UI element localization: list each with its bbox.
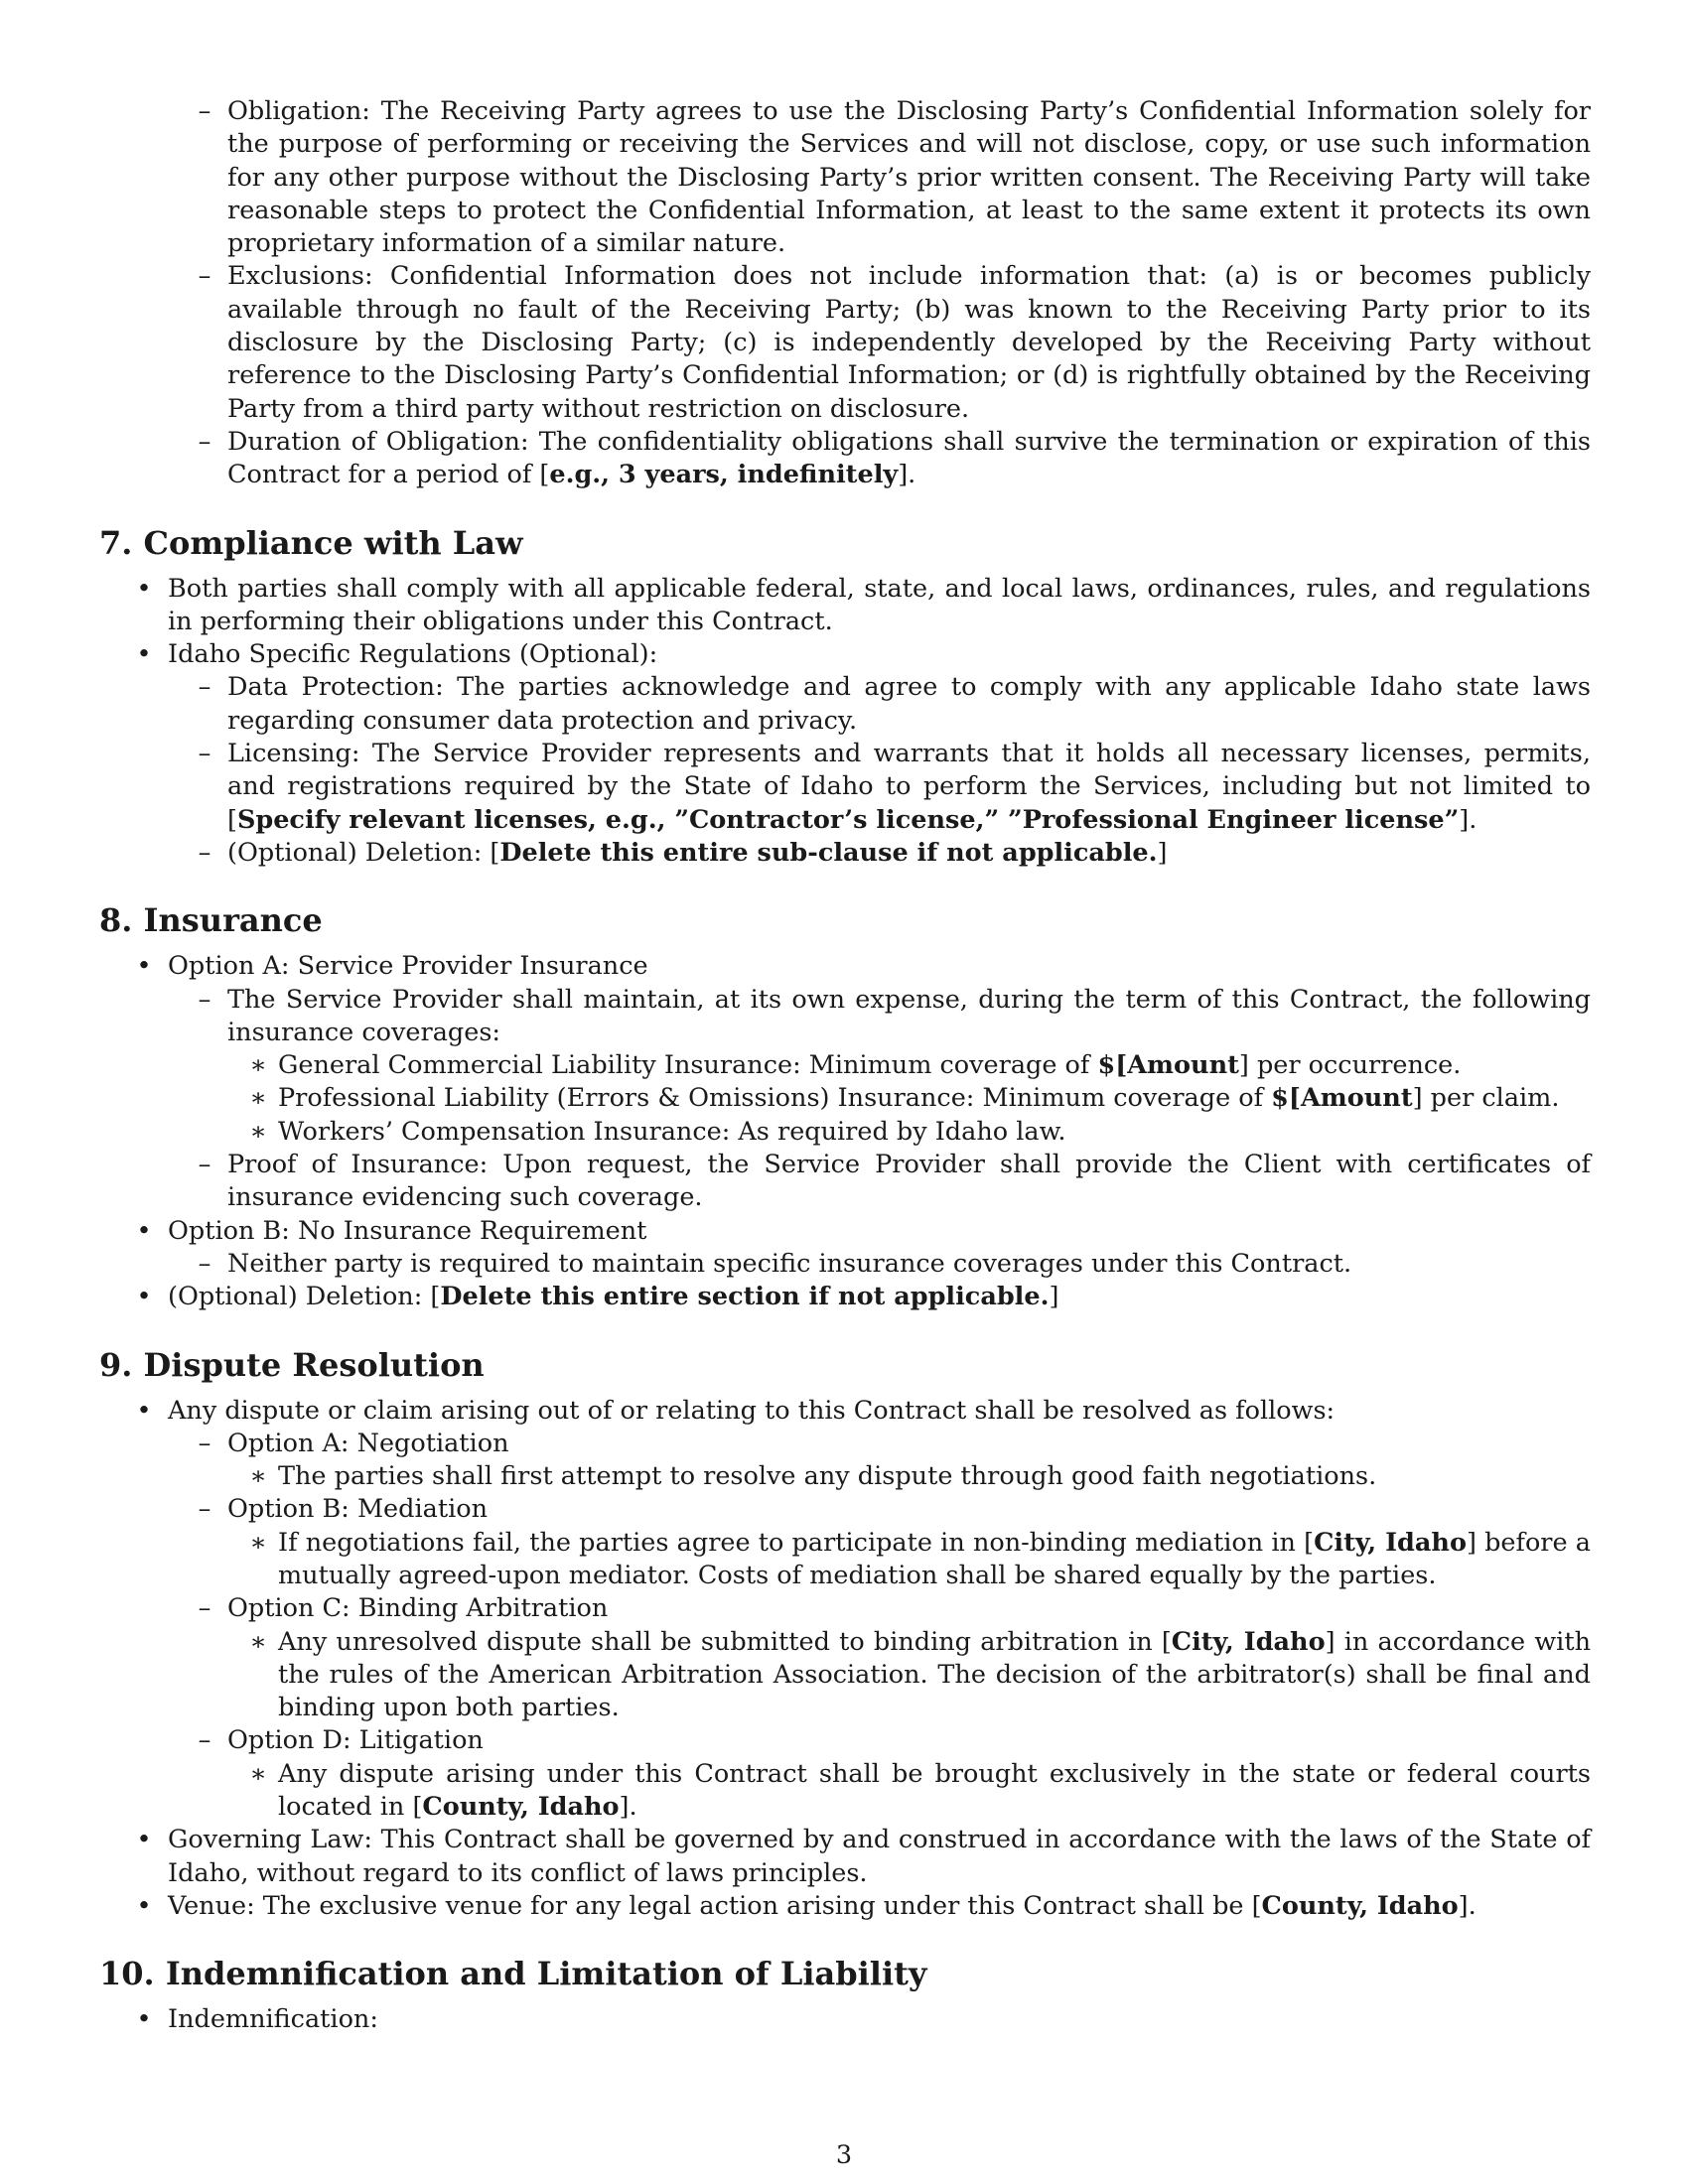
list-item-proof [99,1149,1591,1215]
list-item-gcl [99,1049,1591,1082]
list-item-litigation [99,1724,1591,1757]
neither-text: Neither party is required to maintain specific insurance coverages under this Contract. [227,1248,1352,1279]
duration-placeholder: e.g., 3 years, indefinitely [549,460,899,490]
dash-marker: – [198,1428,211,1458]
litigation-close: ]. [619,1792,637,1823]
list-item-pli [99,1082,1591,1115]
section-title: Dispute Resolution [143,1345,485,1384]
star-marker: ∗ [249,1527,267,1558]
section-number: 10. [99,1955,155,1993]
list-item-exclusions [99,260,1591,425]
arbitration-label: Option C: Binding Arbitration [227,1593,609,1624]
proof-text: Proof of Insurance: Upon request, the Service Provider shall provide the Client with certificates of insurance evidencing such coverage. [227,1150,1591,1213]
licensing-text: Licensing: The Service Provider represents and warrants that it holds all necessary licenses, permits, and registrations required by the State of Idaho to perform the Services, including but not limited to [ [227,739,1591,835]
list-item-licensing [99,738,1591,837]
dispute-intro-text: Any dispute or claim arising out of or relating to this Contract shall be resolved as follows: [168,1395,1336,1426]
section-title: Compliance with Law [143,523,523,562]
dash-marker: – [198,261,211,292]
star-marker: ∗ [249,1050,267,1081]
list-item-dispute-intro [99,1395,1591,1428]
wc-text: Workers’ Compensation Insurance: As required by Idaho law. [278,1116,1066,1147]
list-item-option-a [99,950,1591,983]
star-marker: ∗ [249,1083,267,1114]
negotiation-text: The parties shall first attempt to resolve any dispute through good faith negotiations. [278,1461,1377,1492]
list-item-mediation-text [99,1527,1591,1593]
comply-text: Both parties shall comply with all applicable federal, state, and local laws, ordinances, rules, and regulations in performing their obligations under this Contract. [168,573,1591,636]
list-item-option-b [99,1215,1591,1248]
dash-marker: – [198,426,211,457]
indemnification-text: Indemnification: [168,2004,378,2035]
list-item-arbitration-text [99,1626,1591,1725]
document-page [99,95,1591,2037]
dash-marker: – [198,1494,211,1525]
maintain-text: The Service Provider shall maintain, at its own expense, during the term of this Contract, the following insurance coverages: [227,984,1591,1047]
idaho-text: Idaho Specific Regulations (Optional): [168,639,658,670]
dash-marker: – [198,672,211,703]
section-heading-7 [99,523,1591,563]
exclusions-text: Exclusions: Confidential Information does not include information that: (a) is or becomes publicly available through no fault of the Receiving Party; (b) was known to the Receiving Party prior to its disclosure by the Disclosing Party; (c) is independently developed by the Receiving Party without reference to the Disclosing Party’s Confidential Information; or (d) is rightfully obtained by the Receiving Party from a third party without restriction on disclosure. [227,261,1591,424]
list-item-idaho [99,638,1591,671]
arbitration-text: Any unresolved dispute shall be submitted to binding arbitration in [ [278,1626,1172,1657]
data-protection-text: Data Protection: The parties acknowledge and agree to comply with any applicable Idaho state laws regarding consumer data protection and privacy. [227,672,1591,736]
venue-placeholder: County, Idaho [1261,1890,1459,1921]
option-a-text: Option A: Service Provider Insurance [168,951,648,982]
section-heading-9 [99,1345,1591,1385]
pli-placeholder: $[Amount [1271,1083,1413,1114]
section-number: 7. [99,523,133,562]
bullet-marker: • [136,573,152,604]
list-item-negotiation-text [99,1460,1591,1493]
bullet-marker: • [136,639,152,670]
section-number: 9. [99,1345,133,1384]
bullet-marker: • [136,1215,152,1246]
list-item-deletion-8 [99,1281,1591,1313]
list-item-venue [99,1890,1591,1923]
licensing-close: ]. [1459,804,1477,835]
dash-marker: – [198,739,211,769]
list-item-data-protection [99,671,1591,738]
venue-close: ]. [1458,1890,1477,1921]
deletion-close: ] [1157,837,1168,868]
list-item-indemnification [99,2003,1591,2036]
dash-marker: – [198,1593,211,1624]
list-item-governing-law [99,1824,1591,1890]
star-marker: ∗ [249,1758,267,1789]
mediation-close: ] before a mutually agreed-upon mediator. Costs of mediation shall be shared equally by the parties. [278,1527,1591,1590]
section-title: Indemnification and Limitation of Liability [165,1955,927,1993]
mediation-label: Option B: Mediation [227,1494,489,1525]
gcl-close: ] per occurrence. [1238,1050,1462,1081]
deletion-placeholder: Delete this entire section if not applicable. [440,1282,1050,1312]
bullet-marker: • [136,951,152,982]
option-b-text: Option B: No Insurance Requirement [168,1215,647,1246]
venue-text: Venue: The exclusive venue for any legal action arising under this Contract shall be [ [168,1890,1262,1921]
list-item-wc [99,1116,1591,1149]
dash-marker: – [198,1248,211,1279]
list-item-arbitration [99,1592,1591,1625]
gcl-text: General Commercial Liability Insurance: Minimum coverage of [278,1050,1098,1081]
list-item-duration [99,426,1591,492]
dash-marker: – [198,96,211,126]
dash-marker: – [198,984,211,1015]
star-marker: ∗ [249,1626,267,1657]
mediation-text: If negotiations fail, the parties agree to participate in non-binding mediation in [ [278,1527,1315,1558]
list-item-neither [99,1248,1591,1281]
litigation-label: Option D: Litigation [227,1725,484,1756]
list-item-comply [99,573,1591,639]
dash-marker: – [198,1725,211,1756]
bullet-marker: • [136,2004,152,2035]
duration-text: Duration of Obligation: The confidentiality obligations shall survive the termination or expiration of this Contract for a period of [ [227,426,1591,490]
deletion-close: ] [1049,1282,1059,1312]
dash-marker: – [198,1150,211,1180]
bullet-marker: • [136,1890,152,1921]
section-heading-8 [99,900,1591,940]
arbitration-close: ] in accordance with the rules of the American Arbitration Association. The decision of the arbitrator(s) shall be final and binding upon both parties. [278,1626,1591,1723]
pli-text: Professional Liability (Errors & Omissions) Insurance: Minimum coverage of [278,1083,1272,1114]
licensing-placeholder: Specify relevant licenses, e.g., ”Contractor’s license,” ”Professional Engineer license” [236,804,1460,835]
bullet-marker: • [136,1395,152,1426]
governing-law-text: Governing Law: This Contract shall be governed by and construed in accordance with the laws of the State of Idaho, without regard to its conflict of laws principles. [168,1825,1591,1888]
list-item-maintain [99,984,1591,1050]
section-title: Insurance [143,901,323,940]
mediation-placeholder: City, Idaho [1314,1527,1467,1558]
deletion-placeholder: Delete this entire sub-clause if not applicable. [499,837,1158,868]
list-item-mediation [99,1493,1591,1526]
list-item-deletion-7 [99,837,1591,870]
duration-close: ]. [898,460,916,490]
page-number: 3 [835,2140,853,2170]
star-marker: ∗ [249,1461,267,1492]
gcl-placeholder: $[Amount [1097,1050,1239,1081]
litigation-placeholder: County, Idaho [422,1792,620,1823]
pli-close: ] per claim. [1412,1083,1560,1114]
obligation-text: Obligation: The Receiving Party agrees to use the Disclosing Party’s Confidential Information solely for the purpose of performing or receiving the Services and will not disclose, copy, or use such information for any other purpose without the Disclosing Party’s prior written consent. The Receiving Party will take reasonable steps to protect the Confidential Information, at least to the same extent it protects its own proprietary information of a similar nature. [227,96,1591,259]
bullet-marker: • [136,1825,152,1855]
arbitration-placeholder: City, Idaho [1171,1626,1326,1657]
bullet-marker: • [136,1282,152,1312]
section-heading-10 [99,1954,1591,1993]
litigation-text: Any dispute arising under this Contract shall be brought exclusively in the state or federal courts located in [ [278,1758,1591,1823]
star-marker: ∗ [249,1116,267,1147]
list-item-litigation-text [99,1758,1591,1825]
negotiation-label: Option A: Negotiation [227,1428,509,1458]
deletion-text: (Optional) Deletion: [ [168,1282,441,1312]
deletion-text: (Optional) Deletion: [ [227,837,500,868]
list-item-obligation [99,95,1591,260]
section-number: 8. [99,901,133,940]
dash-marker: – [198,837,211,868]
list-item-negotiation [99,1428,1591,1460]
